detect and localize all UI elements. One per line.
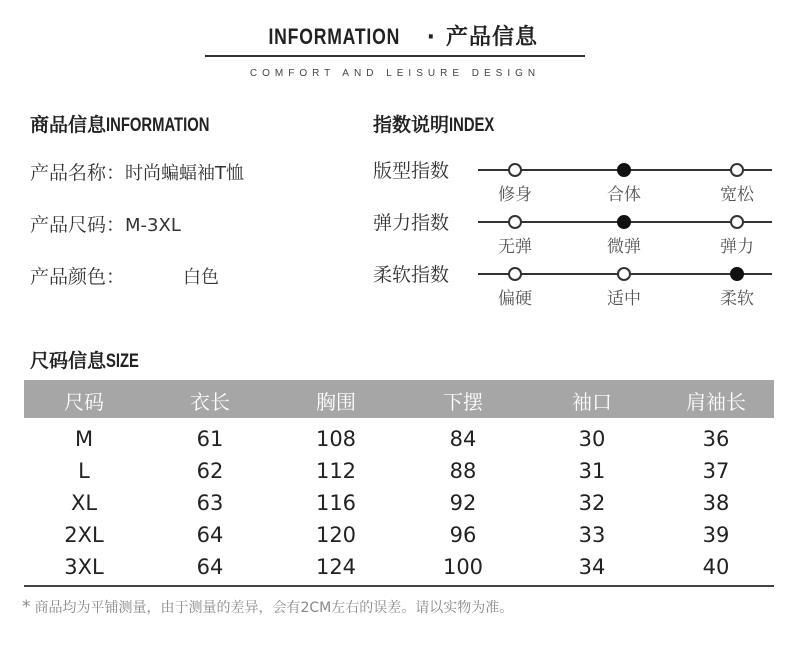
product-size-label: 产品尺码： [30,214,126,236]
size-cell: 39 [702,523,730,547]
page-header [0,20,790,51]
softness-index-dot-3 [730,267,744,281]
index-title [373,110,507,137]
product-size-row [30,210,181,237]
softness-index-label: 柔软指数 [373,264,450,286]
elasticity-index-option-1: 无弹 [498,237,532,257]
size-col-header: 下摆 [443,390,483,414]
softness-index-dot-2 [617,267,631,281]
elasticity-index-dot-2 [617,215,631,229]
fit-index-dot-2 [617,163,631,177]
product-info-title-cn: 商品信息 [30,114,107,136]
size-cell: 34 [578,555,606,579]
header-dot: · [426,25,436,50]
softness-index-option-1: 偏硬 [498,289,532,309]
header-divider [205,55,585,57]
softness-index-option-3: 柔软 [720,289,754,309]
product-size-value: M-3XL [125,215,181,236]
elasticity-index-dot-3 [730,215,744,229]
fit-index-option-3: 宽松 [720,185,754,205]
footnote-text: 商品均为平铺测量，由于测量的差异，会有2CM左右的误差。请以实物为准。 [34,600,514,616]
fit-index-option-1: 修身 [498,185,532,205]
size-cell: 32 [578,491,606,515]
product-name-row [30,158,244,185]
product-color-value: 白色 [183,267,220,288]
product-info-title [30,110,239,137]
size-info-title-en: SIZE [106,351,139,372]
size-cell: 36 [702,427,730,451]
product-name-value: 时尚蝙蝠袖T恤 [125,163,245,184]
size-cell: 31 [578,459,606,483]
fit-index-label: 版型指数 [373,160,450,182]
fit-index-option-2: 合体 [607,185,641,205]
size-cell: L [78,459,90,483]
size-cell: 63 [196,491,224,515]
size-cell: XL [70,491,98,515]
header-title-cn: 产品信息 [445,25,538,50]
product-color-label: 产品颜色： [30,266,126,288]
elasticity-index-label: 弹力指数 [373,212,450,234]
size-cell: 40 [702,555,730,579]
product-name-label: 产品名称： [30,162,126,184]
size-cell: 3XL [64,555,104,579]
elasticity-index-option-2: 微弹 [607,237,641,257]
size-col-header: 袖口 [572,390,612,414]
size-cell: 100 [442,555,484,579]
index-title-cn: 指数说明 [373,114,450,136]
size-cell: 96 [449,523,477,547]
size-cell: 108 [315,427,357,451]
size-cell: 64 [196,555,224,579]
size-col-header: 胸围 [316,390,356,414]
size-cell: 84 [449,427,477,451]
size-cell: 62 [196,459,224,483]
size-col-header: 尺码 [64,390,104,414]
size-col-header: 肩袖长 [686,390,746,414]
fit-index-dot-1 [508,163,522,177]
header-subtitle: COMFORT AND LEISURE DESIGN [249,68,541,79]
elasticity-index-dot-1 [508,215,522,229]
size-cell: 124 [315,555,357,579]
index-title-en: INDEX [449,115,495,136]
size-cell: 33 [578,523,606,547]
size-cell: 64 [196,523,224,547]
softness-index-option-2: 适中 [607,289,641,309]
size-cell: 116 [315,491,357,515]
size-info-title [30,346,148,373]
size-cell: 112 [315,459,357,483]
size-cell: 88 [449,459,477,483]
size-cell: M [74,427,94,451]
size-cell: 37 [702,459,730,483]
product-color-row [30,262,219,289]
footnote [22,597,513,617]
size-cell: 61 [196,427,224,451]
size-table-bottom-rule [24,585,774,587]
size-cell: 38 [702,491,730,515]
header-title-en: INFORMATION [268,24,401,49]
size-cell: 2XL [64,523,104,547]
size-info-title-cn: 尺码信息 [30,350,107,372]
size-cell: 120 [315,523,357,547]
size-cell: 30 [578,427,606,451]
size-cell: 92 [449,491,477,515]
softness-index-dot-1 [508,267,522,281]
fit-index-dot-3 [730,163,744,177]
star-icon: * [22,597,31,617]
size-col-header: 衣长 [190,390,230,414]
elasticity-index-option-3: 弹力 [720,237,754,257]
product-info-title-en: INFORMATION [106,115,210,136]
